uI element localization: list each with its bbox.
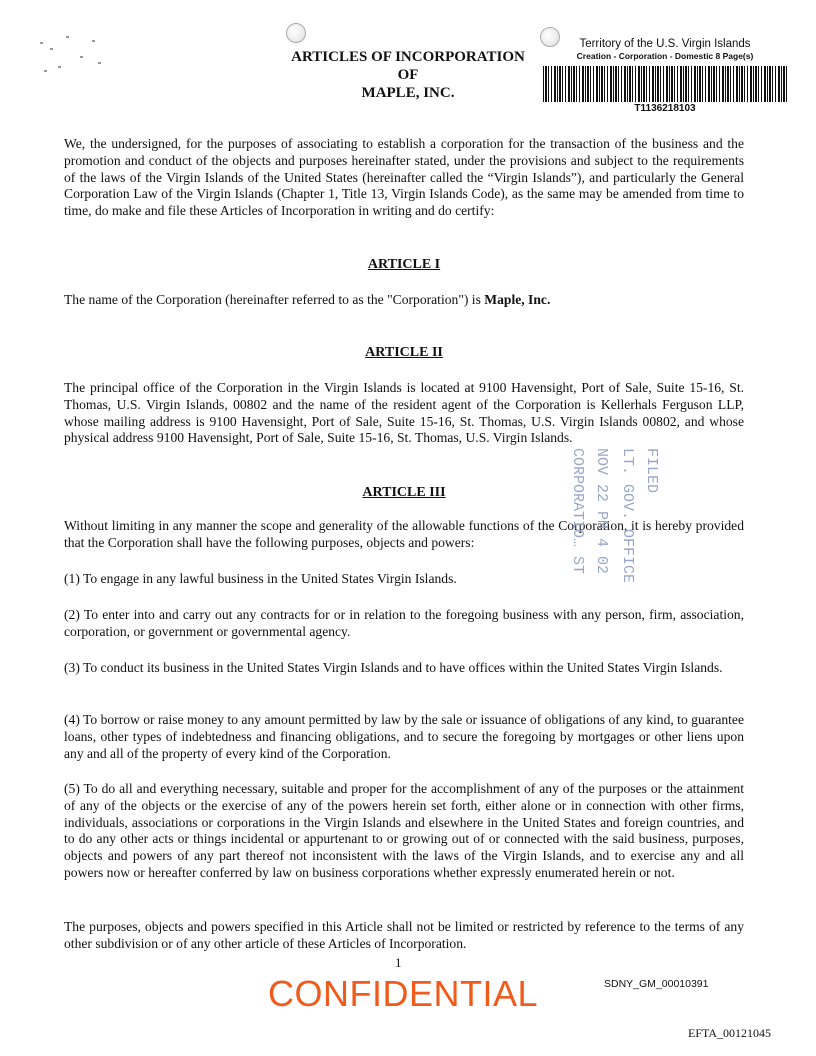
received-stamp-col-1: CORPORATIO… ST <box>569 448 586 575</box>
title-line-1: ARTICLES OF INCORPORATION <box>291 49 525 65</box>
page-number: 1 <box>395 955 402 970</box>
title-line-2: OF <box>397 67 419 83</box>
filing-stamp <box>540 38 790 114</box>
purpose-item-4: (4) To borrow or raise money to any amount permitted by law by the sale or issuance of obligations of any kind, to guarantee loans, other types of indebtedness and financing obligations, and to secure the foregoing by mortgages or other liens upon any and all of the property of every kind of the Corporation. <box>64 712 744 761</box>
article-3-intro: Without limiting in any manner the scope and generality of the allowable functions of the Corporation, it is hereby provided that the Corporation shall have the following purposes, objects and powers: <box>64 518 744 550</box>
article-2-text: The principal office of the Corporation in the Virgin Islands is located at 9100 Havensight, Port of Sale, Suite 15-16, St. Thomas, U.S. Virgin Islands, 00802 and the name of the resident agent of the Corporation is Kellerhals Ferguson LLP, whose mailing address is 9100 Havensight, Port of Sale, Suite 15-16, St. Thomas, U.S. Virgin Islands 00802, and whose physical address 9100 Havensight, Port of Sale, Suite 15-16, St. Thomas, U.S. Virgin Islands. <box>64 380 744 446</box>
title-line-3: MAPLE, INC. <box>361 85 455 101</box>
purpose-item-3: (3) To conduct its business in the United States Virgin Islands and to have offices within the United States Virgin Islands. <box>64 660 723 675</box>
article-1-text: The name of the Corporation (hereinafter referred to as the "Corporation") is Maple, Inc. <box>64 292 551 307</box>
received-stamp-col-2: NOV 22 PM 4 02 <box>593 448 610 575</box>
article-3-closing: The purposes, objects and powers specified in this Article shall not be limited or restricted by reference to the terms of any other subdivision or of any other article of these Articles of Incorporation. <box>64 919 744 951</box>
barcode-number: T1136218103 <box>634 103 696 114</box>
purpose-item-5: (5) To do all and everything necessary, suitable and proper for the accomplishment of any of the purposes or the attainment of any of the objects or the exercise of any of the powers herein set forth, either alone or in connection with other firms, individuals, associations or corporations in the Virgin Islands and elsewhere in the United States and foreign countries, and to do any other acts or things incidental or appurtenant to or growing out of or connected with the said business, purposes, objects and powers of any part thereof not inconsistent with the laws of the Virgin Islands, and to exercise any and all powers now or hereafter conferred by law on business corporations whether expressly enumerated herein or not. <box>64 781 744 880</box>
received-stamp-col-3: LT. GOV. OFFICE <box>619 448 636 584</box>
received-stamp <box>569 448 712 588</box>
stamp-territory: Territory of the U.S. Virgin Islands <box>579 38 751 50</box>
barcode-icon <box>543 66 788 102</box>
article-3-heading: ARTICLE III <box>362 485 446 500</box>
preamble: We, the undersigned, for the purposes of associating to establish a corporation for the transaction of the business and the promotion and conduct of the objects and purposes hereinafter stated, under the provisions and subject to the requirements of the laws of the Virgin Islands of the United States (hereinafter called the “Virgin Islands”), and particularly the General Corporation Law of the Virgin Islands (Chapter 1, Title 13, Virgin Islands Code), as the same may be amended from time to time, do make and file these Articles of Incorporation in writing and do certify: <box>64 136 744 219</box>
article-2-heading: ARTICLE II <box>365 345 443 360</box>
purpose-item-1: (1) To engage in any lawful business in the United States Virgin Islands. <box>64 571 457 586</box>
stamp-type: Creation - Corporation - Domestic 8 Page(s) <box>576 51 754 61</box>
bates-number: SDNY_GM_00010391 <box>604 978 709 990</box>
efta-number: EFTA_00121045 <box>688 1026 772 1040</box>
confidential-label: CONFIDENTIAL <box>268 973 539 1014</box>
corporation-name: Maple, Inc. <box>484 292 551 307</box>
scan-specks <box>36 26 106 76</box>
received-stamp-col-4: FILED <box>643 448 660 494</box>
punch-hole-icon <box>286 23 306 43</box>
purpose-item-2: (2) To enter into and carry out any contracts for or in relation to the foregoing business with any person, firm, association, corporation, or government or governmental agency. <box>64 607 744 639</box>
article-1-heading: ARTICLE I <box>367 257 441 272</box>
